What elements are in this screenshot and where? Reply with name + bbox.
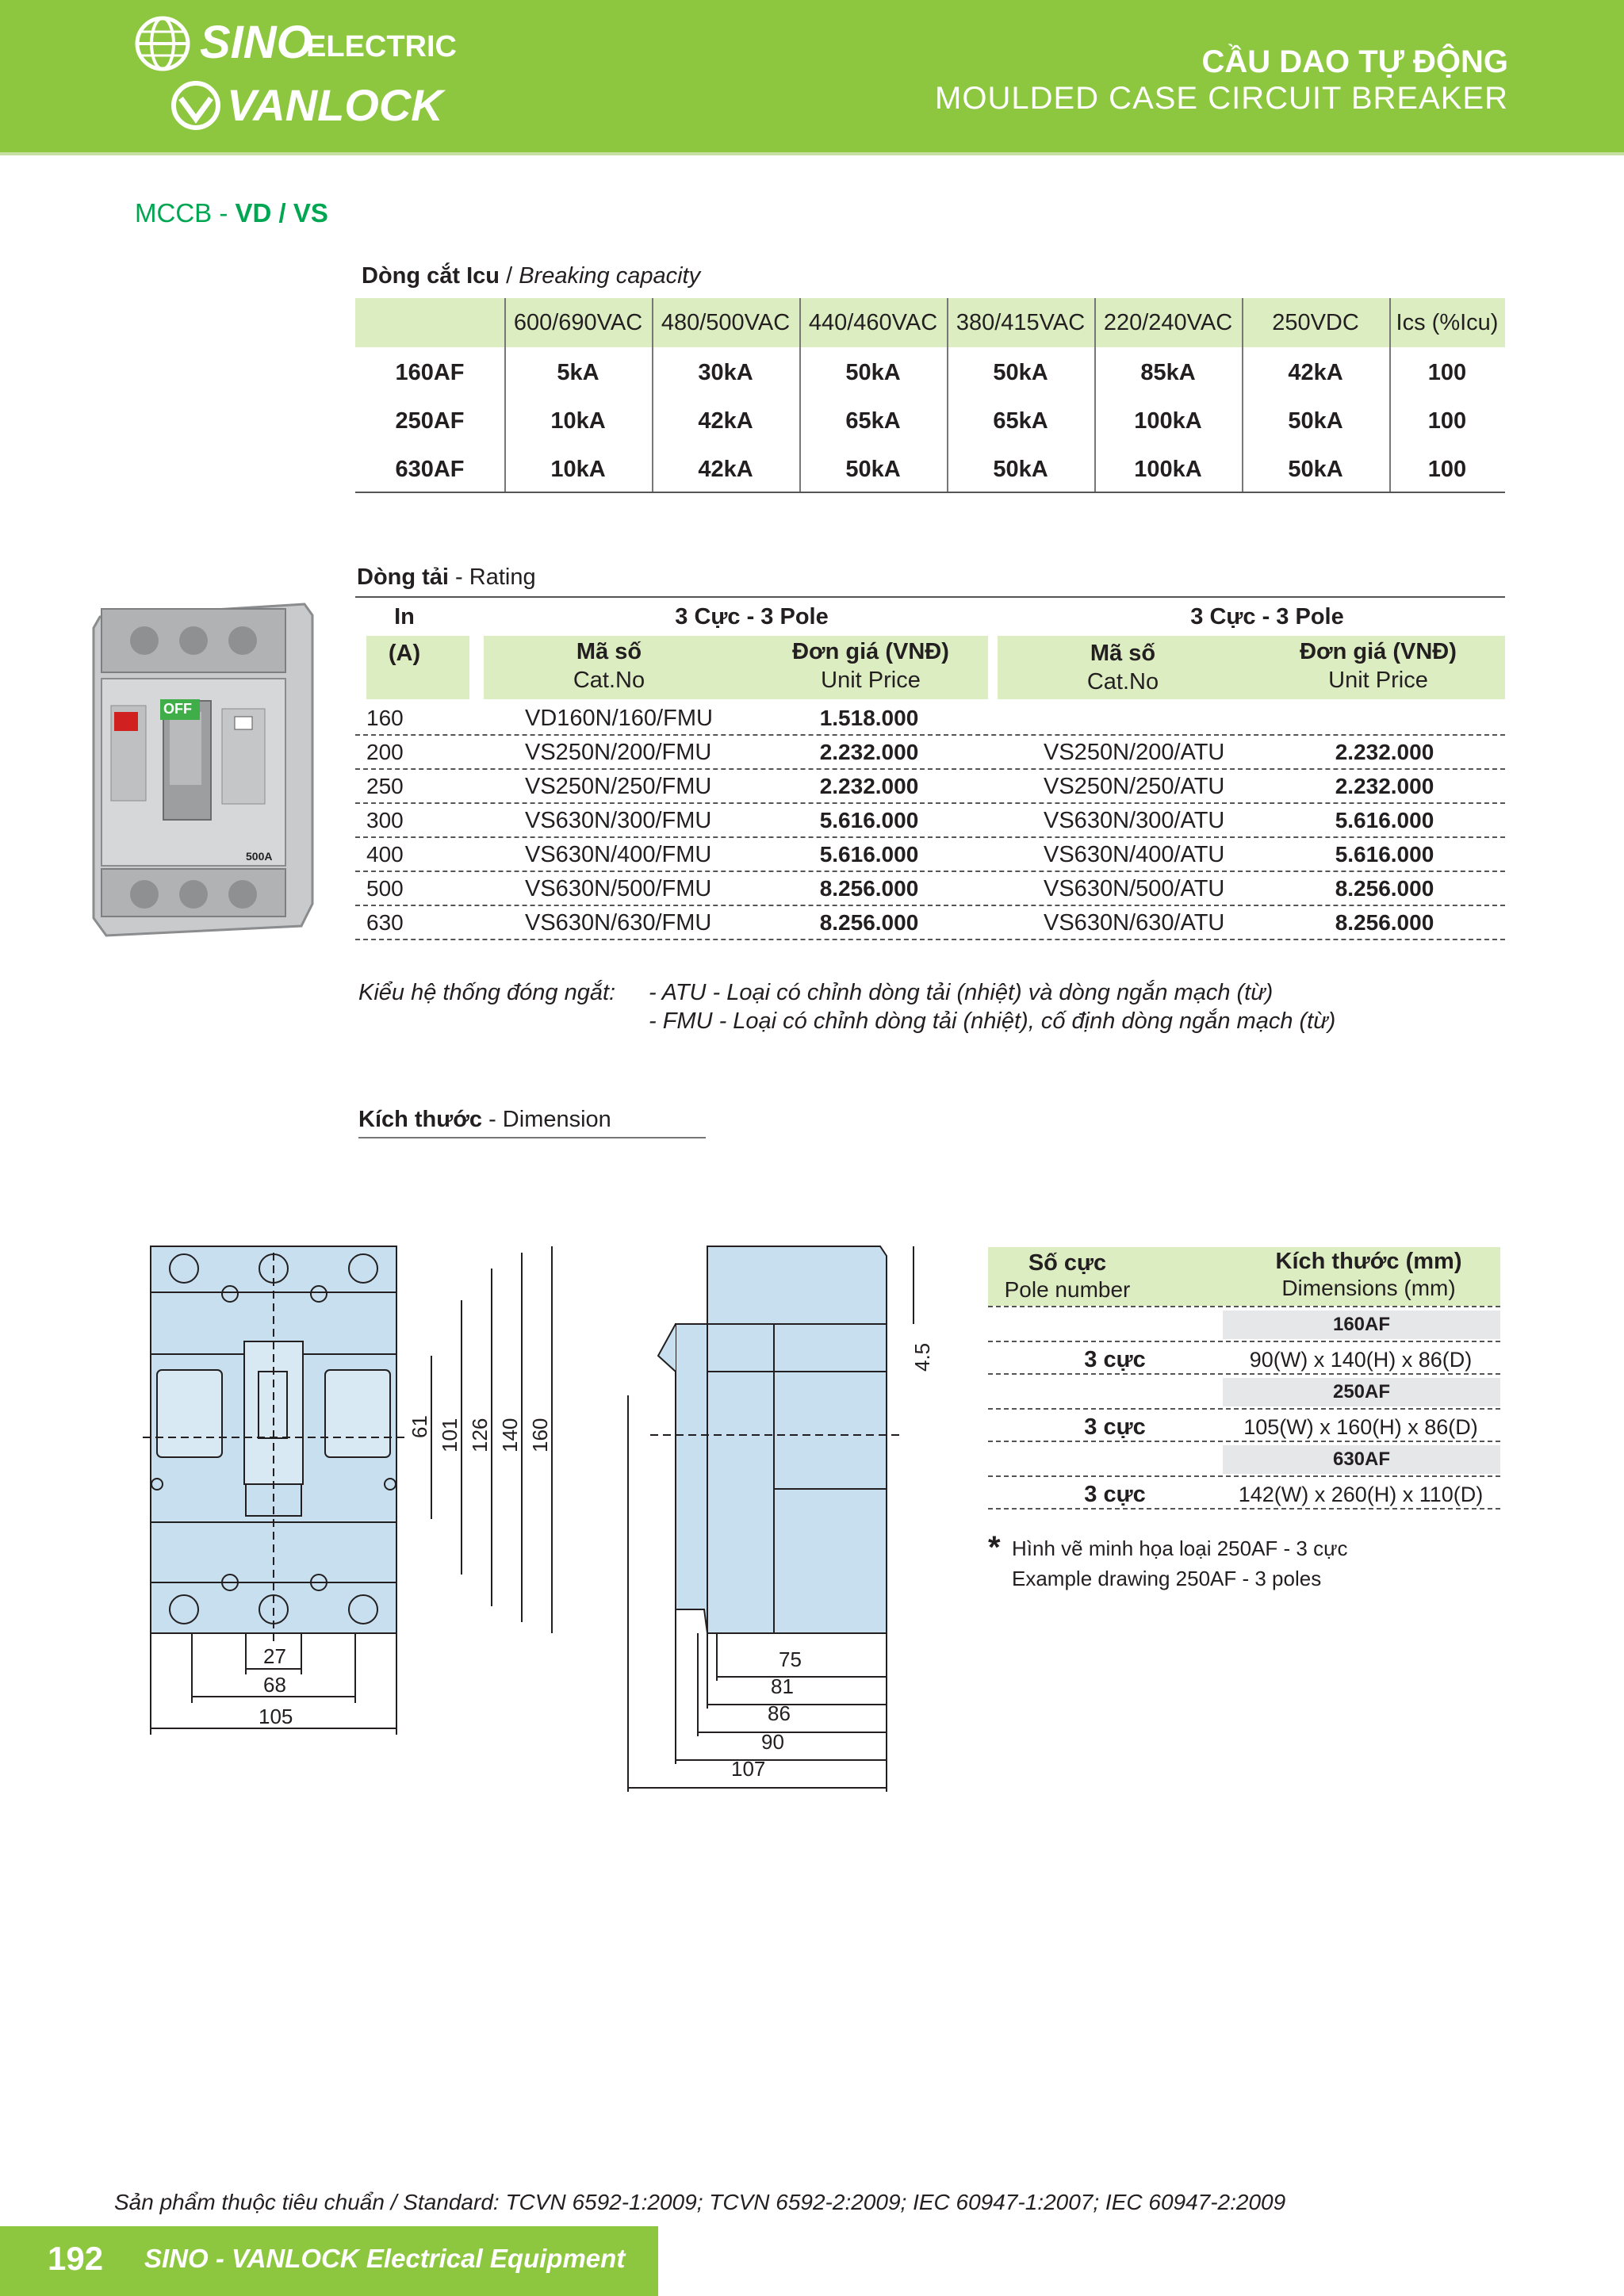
rating-cat-atu: VS630N/300/ATU — [1044, 807, 1225, 833]
rating-cat-en-right: Cat.No — [1086, 668, 1159, 695]
rating-cat-atu: VS250N/250/ATU — [1044, 773, 1225, 799]
rating-unit-label: (A) — [388, 640, 421, 666]
breaking-row-frame: 250AF — [395, 408, 465, 434]
dimension-title-underline — [358, 1137, 706, 1138]
standard-note: Sản phẩm thuộc tiêu chuẩn / Standard: TCVN 6592-1:2009; TCVN 6592-2:2009; IEC 60947-1:2007; IEC 60947-2:2009 — [114, 2190, 1286, 2214]
breaking-title-en: Breaking capacity — [519, 263, 701, 289]
page-title-vn: CẦU DAO TỰ ĐỘNG — [1201, 44, 1508, 79]
rating-cat-en-left: Cat.No — [573, 667, 645, 693]
breaking-cell: 42kA — [698, 408, 753, 434]
rating-price-atu — [1305, 702, 1464, 734]
rating-price-fmu: 8.256.000 — [819, 876, 919, 901]
dim-pole-value: 3 cực — [1084, 1414, 1146, 1440]
rating-cat-atu: VS630N/630/ATU — [1044, 909, 1225, 936]
dim-row-divider — [988, 1373, 1500, 1375]
page-number: 192 — [48, 2240, 104, 2277]
rating-in-value: 500 — [366, 876, 404, 901]
breaking-cell: 10kA — [550, 456, 606, 482]
rating-cat-fmu: VS630N/300/FMU — [525, 807, 712, 833]
breaking-col-header: 440/460VAC — [808, 309, 938, 335]
rating-in-value: 300 — [366, 808, 404, 832]
dim-row-divider — [988, 1441, 1500, 1442]
dim-size-value: 105(W) x 160(H) x 86(D) — [1243, 1414, 1478, 1439]
breaking-cell: 100 — [1427, 456, 1467, 482]
front-dim-68: 68 — [263, 1673, 286, 1697]
dim-pole-value: 3 cực — [1084, 1481, 1146, 1507]
series-label — [135, 198, 328, 228]
rating-price-atu: 2.232.000 — [1335, 740, 1434, 764]
rating-price-atu: 5.616.000 — [1335, 808, 1434, 832]
breaking-capacity-table — [355, 298, 1505, 493]
side-dim-81: 81 — [771, 1674, 794, 1698]
breaking-cell: 50kA — [845, 359, 901, 385]
logo-vanlock-text: VANLOCK — [227, 80, 443, 130]
rating-price-atu: 8.256.000 — [1335, 876, 1434, 901]
breaking-title-vn: Dòng cắt Icu — [362, 263, 500, 289]
breaking-table-line — [355, 492, 1505, 493]
breaking-cell: 10kA — [550, 408, 606, 434]
breaker-rating-label: 500A — [246, 850, 273, 863]
breaking-col-header: 220/240VAC — [1103, 309, 1233, 335]
rating-row-divider — [355, 734, 1505, 736]
header-divider — [0, 152, 1624, 155]
breaking-cell: 65kA — [993, 408, 1048, 434]
dim-frame-label: 250AF — [1223, 1378, 1500, 1406]
rating-price-vn-left: Đơn giá (VNĐ) — [792, 638, 949, 664]
rating-in-value: 250 — [366, 774, 404, 798]
dim-row-divider — [988, 1408, 1500, 1410]
rating-price-en-right: Unit Price — [1328, 667, 1428, 693]
rating-cat-atu: VS250N/200/ATU — [1044, 739, 1225, 765]
rating-in-label: In — [394, 603, 415, 629]
rating-price-vn-right: Đơn giá (VNĐ) — [1300, 638, 1457, 664]
rating-row-divider — [355, 939, 1505, 940]
product-image — [87, 593, 317, 939]
rating-row-divider — [355, 802, 1505, 804]
dim-row-divider — [988, 1341, 1500, 1342]
dim-head-pole-en: Pole number — [1004, 1277, 1131, 1302]
footer-brand: SINO - VANLOCK Electrical Equipment — [144, 2244, 626, 2273]
breaking-row-frame: 160AF — [395, 359, 465, 385]
rating-row-divider — [355, 871, 1505, 872]
rating-price-fmu: 5.616.000 — [819, 842, 919, 867]
breaking-cell: 100kA — [1134, 456, 1202, 482]
dimension-table — [988, 1247, 1500, 1513]
breaking-cell: 5kA — [557, 359, 599, 385]
dim-frame-label: 160AF — [1223, 1311, 1500, 1339]
rating-group-right: 3 Cực - 3 Pole — [1190, 603, 1344, 629]
rating-cat-fmu: VS250N/250/FMU — [525, 773, 712, 799]
rating-price-fmu: 8.256.000 — [819, 910, 919, 935]
rating-cat-vn-left: Mã số — [576, 638, 642, 664]
dim-head-pole-vn: Số cực — [1028, 1249, 1107, 1276]
side-dim-90: 90 — [761, 1730, 784, 1754]
breaking-cell: 50kA — [993, 359, 1048, 385]
vanlock-logo — [170, 79, 455, 132]
breaking-col-header: 380/415VAC — [956, 309, 1086, 335]
dim-row-divider — [988, 1508, 1500, 1510]
breaking-cell: 100 — [1427, 359, 1467, 385]
note-en: Example drawing 250AF - 3 poles — [1012, 1567, 1322, 1590]
rating-top-line — [355, 596, 1505, 598]
front-dim-101: 101 — [438, 1418, 462, 1452]
rating-in-value: 400 — [366, 842, 404, 867]
rating-group-left: 3 Cực - 3 Pole — [675, 603, 829, 629]
rating-in-value: 160 — [366, 706, 404, 730]
trip-note-fmu: - FMU - Loại có chỉnh dòng tải (nhiệt), cố định dòng ngắn mạch (từ) — [649, 1008, 1336, 1034]
breaking-cell: 42kA — [698, 456, 753, 482]
dim-row-divider — [988, 1306, 1500, 1307]
rating-row-divider — [355, 905, 1505, 906]
rating-in-value: 200 — [366, 740, 404, 764]
rating-price-atu: 5.616.000 — [1335, 842, 1434, 867]
breaking-col-header: Ics (%Icu) — [1396, 309, 1499, 335]
side-dim-107: 107 — [731, 1757, 766, 1781]
breaking-cell: 100kA — [1134, 408, 1202, 434]
rating-title — [357, 564, 536, 591]
series-prefix: MCCB - — [135, 198, 236, 228]
side-dim-75: 75 — [779, 1647, 802, 1671]
rating-cat-fmu: VS250N/200/FMU — [525, 739, 712, 765]
breaking-col-header: 250VDC — [1272, 309, 1359, 335]
breaking-col-header: 600/690VAC — [513, 309, 643, 335]
rating-cat-vn-right: Mã số — [1090, 640, 1156, 666]
rating-price-atu: 8.256.000 — [1335, 910, 1434, 935]
trip-note-label: Kiểu hệ thống đóng ngắt: — [358, 980, 616, 1005]
breaking-col-header: 480/500VAC — [661, 309, 791, 335]
breaking-cell: 85kA — [1140, 359, 1196, 385]
breaking-cell: 50kA — [993, 456, 1048, 482]
rating-cat-fmu: VD160N/160/FMU — [525, 705, 713, 731]
vanlock-emblem-icon — [170, 79, 222, 132]
dim-size-value: 142(W) x 260(H) x 110(D) — [1238, 1482, 1484, 1506]
front-dim-160: 160 — [528, 1418, 552, 1452]
sino-logo — [133, 14, 457, 73]
off-label: OFF — [163, 701, 192, 717]
trip-note-atu: - ATU - Loại có chỉnh dòng tải (nhiệt) và dòng ngắn mạch (từ) — [649, 980, 1274, 1005]
front-dim-140: 140 — [498, 1418, 522, 1452]
rating-title-en: - Rating — [449, 564, 536, 590]
side-dim-4-5: 4.5 — [910, 1342, 934, 1372]
front-dim-61: 61 — [408, 1415, 431, 1438]
page-title-en: MOULDED CASE CIRCUIT BREAKER — [935, 81, 1508, 116]
rating-price-fmu: 2.232.000 — [819, 774, 919, 798]
dimension-title — [358, 1107, 611, 1133]
breaking-cell: 50kA — [1288, 408, 1343, 434]
dim-pole-value: 3 cực — [1084, 1346, 1146, 1372]
rating-price-fmu: 1.518.000 — [819, 706, 919, 730]
logo-electric-text: ELECTRIC — [306, 30, 457, 63]
rating-price-en-left: Unit Price — [821, 667, 921, 693]
front-view-drawing — [143, 1237, 587, 1744]
note-vn: Hình vẽ minh họa loại 250AF - 3 cực — [1012, 1536, 1348, 1560]
front-dim-126: 126 — [468, 1418, 492, 1452]
dimension-title-en: - Dimension — [482, 1107, 611, 1132]
breaking-cell: 50kA — [1288, 456, 1343, 482]
dimension-title-vn: Kích thước — [358, 1107, 483, 1132]
breaking-title — [362, 263, 700, 289]
rating-price-fmu: 2.232.000 — [819, 740, 919, 764]
rating-row-divider — [355, 836, 1505, 838]
breaking-row-frame: 630AF — [395, 456, 465, 482]
breaking-cell: 42kA — [1288, 359, 1343, 385]
front-dim-105: 105 — [259, 1705, 293, 1728]
rating-cat-atu: VS630N/500/ATU — [1044, 875, 1225, 901]
breaking-cell: 100 — [1427, 408, 1467, 434]
rating-table — [355, 596, 1505, 945]
side-dim-86: 86 — [768, 1701, 791, 1725]
rating-row-divider — [355, 768, 1505, 770]
front-view-svg — [143, 1237, 587, 1744]
series-models: VD / VS — [235, 198, 328, 228]
logo-sino-text: SINO — [200, 17, 312, 68]
rating-in-value: 630 — [366, 910, 404, 935]
rating-cat-fmu: VS630N/400/FMU — [525, 841, 712, 867]
breaking-title-sep: / — [500, 263, 519, 289]
note-star: * — [988, 1530, 1001, 1565]
dim-head-dim-en: Dimensions (mm) — [1281, 1276, 1456, 1300]
breaking-cell: 30kA — [698, 359, 753, 385]
breaker-photo-illustration — [87, 593, 317, 939]
dim-size-value: 90(W) x 140(H) x 86(D) — [1249, 1347, 1473, 1372]
dim-frame-label: 630AF — [1223, 1445, 1500, 1474]
dim-row-divider — [988, 1475, 1500, 1477]
rating-cat-atu — [1044, 702, 1281, 734]
dim-head-dim-vn: Kích thước (mm) — [1275, 1248, 1462, 1274]
rating-price-atu: 2.232.000 — [1335, 774, 1434, 798]
rating-cat-fmu: VS630N/630/FMU — [525, 909, 712, 936]
globe-logo-icon — [133, 14, 192, 73]
rating-title-vn: Dòng tải — [357, 564, 449, 590]
breaking-cell: 65kA — [845, 408, 901, 434]
rating-cat-atu: VS630N/400/ATU — [1044, 841, 1225, 867]
side-view-drawing — [619, 1237, 952, 1792]
rating-cat-fmu: VS630N/500/FMU — [525, 875, 712, 901]
front-dim-27: 27 — [263, 1644, 286, 1668]
rating-price-fmu: 5.616.000 — [819, 808, 919, 832]
breaking-cell: 50kA — [845, 456, 901, 482]
